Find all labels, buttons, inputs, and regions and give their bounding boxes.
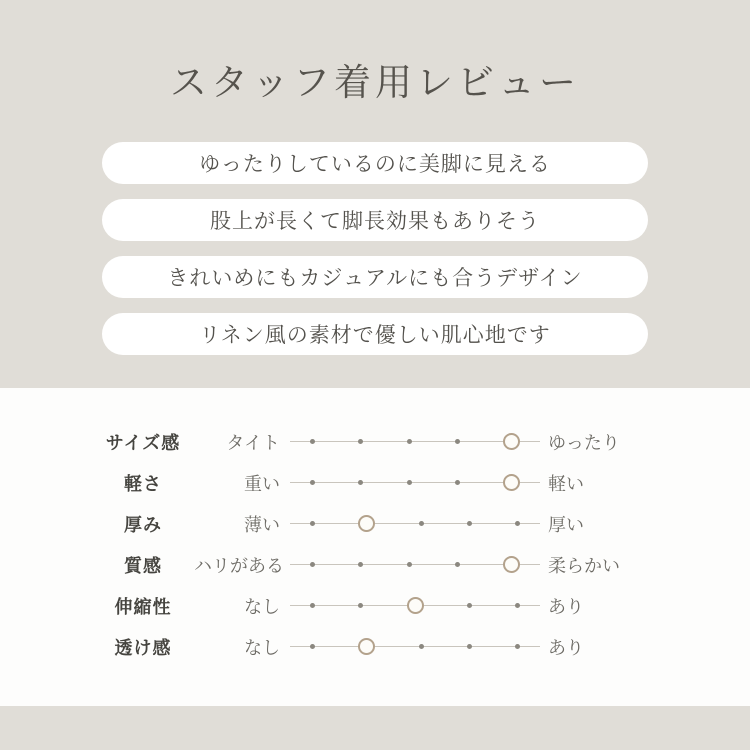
rating-min-label: 薄い [244,514,280,536]
rating-dot [407,597,424,614]
rating-min-label: なし [244,637,280,659]
rating-dot [467,521,472,526]
review-comment-text: ゆったりしているのに美脚に見える [199,152,551,176]
review-comment-pill [102,313,648,355]
rating-dot [358,439,363,444]
rating-dot [407,480,412,485]
rating-track [290,555,540,575]
rating-dot [503,556,520,573]
review-comment-pill [102,199,648,241]
rating-track [290,514,540,534]
rating-dot [503,433,520,450]
rating-dots [310,514,520,534]
rating-dots [310,596,520,616]
rating-dot [358,638,375,655]
rating-dot [455,480,460,485]
rating-dot [503,474,520,491]
review-comment-text: きれいめにもカジュアルにも合うデザイン [167,266,583,290]
rating-min-label: ハリがある [194,555,284,577]
rating-dot [419,644,424,649]
rating-track [290,432,540,452]
review-comment-pill [102,142,648,184]
review-comment-text: リネン風の素材で優しい肌心地です [199,323,551,347]
rating-row-weight [92,462,658,503]
rating-dots [310,473,520,493]
rating-min-label: なし [244,596,280,618]
rating-dots [310,432,520,452]
rating-dot [358,562,363,567]
rating-row-stretch [92,585,658,626]
rating-category-label: 伸縮性 [114,596,172,618]
rating-category-label: 厚み [124,514,162,536]
rating-scale-panel [0,388,750,706]
rating-dot [515,521,520,526]
rating-dot [310,644,315,649]
rating-dot [310,521,315,526]
rating-max-label: 厚い [548,514,584,536]
rating-dot [419,521,424,526]
rating-category-label: 質感 [124,555,162,577]
rating-dot [310,439,315,444]
rating-track [290,596,540,616]
rating-row-sheerness [92,626,658,667]
rating-dot [467,603,472,608]
page-title: スタッフ着用レビュー [170,61,580,104]
rating-dot [407,562,412,567]
rating-dot [515,644,520,649]
rating-category-label: 軽さ [124,473,162,495]
rating-row-thickness [92,503,658,544]
review-comment-pill [102,256,648,298]
rating-max-label: あり [548,596,584,618]
rating-dot [515,603,520,608]
rating-dots [310,637,520,657]
rating-max-label: あり [548,637,584,659]
rating-row-size [92,421,658,462]
rating-scale-list [92,421,658,667]
rating-track [290,637,540,657]
rating-dot [455,562,460,567]
rating-dot [455,439,460,444]
rating-dots [310,555,520,575]
rating-dot [358,480,363,485]
rating-max-label: ゆったり [548,432,620,454]
rating-dot [407,439,412,444]
rating-dot [467,644,472,649]
rating-min-label: タイト [226,432,280,454]
rating-dot [310,603,315,608]
rating-dot [358,603,363,608]
rating-dot [310,562,315,567]
rating-row-texture [92,544,658,585]
review-comment-list [0,142,750,355]
rating-max-label: 軽い [548,473,584,495]
rating-category-label: サイズ感 [105,432,181,454]
rating-min-label: 重い [244,473,280,495]
rating-max-label: 柔らかい [548,555,620,577]
rating-dot [310,480,315,485]
rating-category-label: 透け感 [114,637,172,659]
rating-dot [358,515,375,532]
rating-track [290,473,540,493]
review-comment-text: 股上が長くて脚長効果もありそう [210,209,540,233]
